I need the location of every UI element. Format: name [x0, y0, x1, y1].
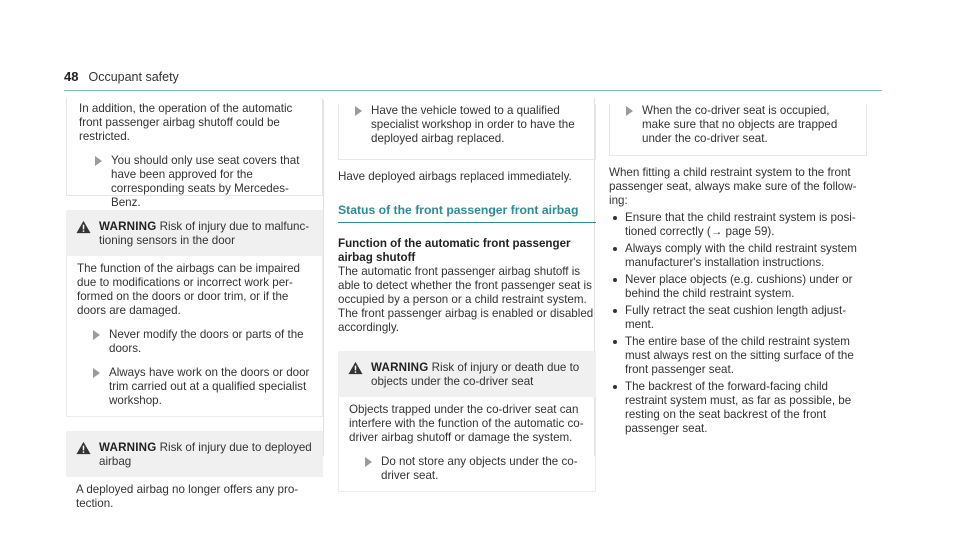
warning-header [66, 431, 323, 477]
list-item: The backrest of the forward-facing child restraint system must, as far as possible, be resting on the seat backrest of the front passenger seat. [609, 380, 867, 436]
column-2 [338, 98, 596, 492]
warning-title: Risk of injury due to deployed airbag [99, 441, 312, 468]
column-divider [323, 100, 324, 456]
bullet-list [609, 211, 867, 436]
triangle-right-icon [93, 368, 100, 378]
warning-text: The function of the airbags can be impaired due to modifications or incorrect work performed on the doors or door trim, or if the doors are damaged. [77, 262, 300, 317]
body-text: Have deployed airbags replaced immediately. [338, 170, 572, 183]
warning-header [338, 351, 596, 397]
section-name: Occupant safety [88, 70, 179, 84]
step-text: You should only use seat covers that have been approved for the corresponding seats by Mercedes-Benz. [111, 154, 300, 209]
triangle-right-icon [93, 330, 100, 340]
warning-title: Risk of injury or death due to objects under the co-driver seat [371, 361, 580, 388]
step-item [93, 366, 312, 408]
warning-text: A deployed airbag no longer offers any protection. [76, 483, 299, 510]
section-heading [338, 203, 596, 223]
step-text: Do not store any objects under the co-driver seat. [381, 455, 578, 482]
triangle-right-icon [626, 106, 633, 116]
sub-heading: Function of the automatic front passenger airbag shutoff [338, 237, 571, 264]
list-item: Never place objects (e.g. cushions) under or behind the child restraint system. [609, 273, 867, 301]
warning-text: Objects trapped under the co-driver seat can interfere with the function of the automatic co-driver airbag shutoff or damage the system. [349, 403, 584, 444]
warning-body [66, 477, 323, 511]
header-rule [64, 90, 882, 91]
warning-block-objects [338, 351, 596, 492]
note-box [66, 98, 323, 209]
list-item: The entire base of the child restraint system must always rest on the sitting surface of the front passenger seat. [609, 335, 867, 377]
step-item [95, 154, 312, 210]
warning-label: WARNING [371, 361, 429, 374]
triangle-right-icon [365, 457, 372, 467]
page-header [64, 70, 179, 90]
body-text: The automatic front passenger airbag shutoff is able to detect whether the front passenger seat is occupied by a person or a child restraint system. The front passenger airbag is enabled or disabled accordingly. [338, 265, 594, 334]
list-item: Always comply with the child restraint system manufacturer's installation instructions. [609, 242, 867, 270]
triangle-right-icon [355, 106, 362, 116]
step-item [355, 104, 585, 146]
column-3 [609, 98, 867, 439]
warning-label: WARNING [99, 220, 157, 233]
page-number: 48 [64, 69, 79, 84]
warning-triangle-icon [348, 361, 363, 375]
warning-label: WARNING [99, 441, 157, 454]
warning-title: Risk of injury due to malfunctioning sensors in the door [99, 220, 310, 247]
continued-box [609, 104, 867, 156]
step-text: Never modify the doors or parts of the doors. [109, 328, 304, 355]
column-1 [66, 98, 323, 511]
step-text: Always have work on the doors or door trim carried out at a qualified specialist workshop. [109, 366, 310, 407]
step-item [365, 455, 585, 483]
step-text: When the co-driver seat is occupied, make sure that no objects are trapped under the co-driver seat. [642, 104, 838, 145]
warning-header [66, 210, 323, 256]
warning-block-airbag [66, 431, 323, 511]
warning-triangle-icon [76, 220, 91, 234]
section-title: Status of the front passenger front airbag [338, 203, 579, 217]
note-text: In addition, the operation of the automatic front passenger airbag shutoff could be restricted. [79, 102, 293, 143]
body-text: When fitting a child restraint system to the front passenger seat, always make sure of the following: [609, 166, 857, 207]
section-rule [338, 222, 596, 223]
warning-body [338, 397, 596, 492]
step-text: Have the vehicle towed to a qualified specialist workshop in order to have the deployed airbag replaced. [371, 104, 575, 145]
list-item: Fully retract the seat cushion length adjustment. [609, 304, 867, 332]
step-item [626, 104, 856, 146]
continued-box [338, 104, 596, 160]
warning-body [66, 256, 323, 417]
warning-triangle-icon [76, 441, 91, 455]
step-item [93, 328, 312, 356]
triangle-right-icon [95, 156, 102, 166]
list-item: Ensure that the child restraint system is positioned correctly (→ page 59). [609, 211, 867, 239]
warning-block-doors [66, 210, 323, 417]
